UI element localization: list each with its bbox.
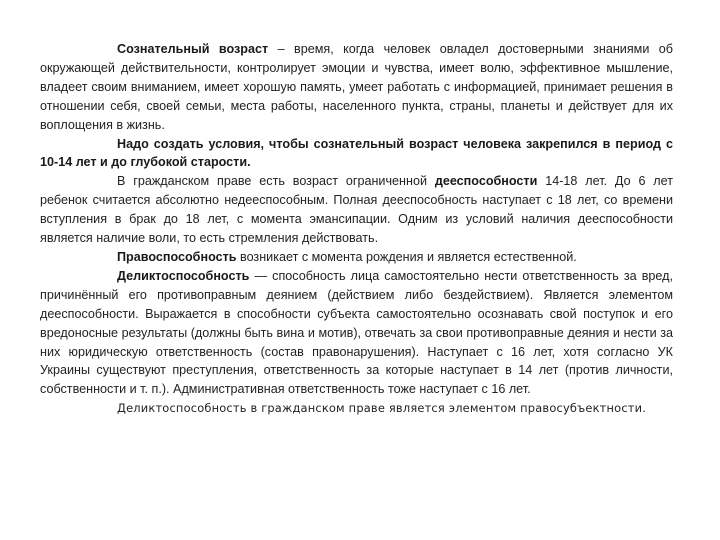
- term-legal-capacity: дееспособности: [434, 174, 538, 189]
- conditions-text: Надо создать условия, чтобы сознательный возраст человека закрепился в период с 10-14 лет и до глубокой старости.: [40, 136, 673, 170]
- paragraph-legal-ability: [40, 248, 673, 267]
- term-legal-ability: Правоспособность: [117, 249, 237, 264]
- term-conscious-age: Сознательный возраст: [117, 42, 269, 56]
- paragraph-delict-capacity: [40, 267, 673, 399]
- paragraph-text: – время, когда человек овладел достоверными знаниями об окружающей действительности, контролирует эмоции и чувства, имеет волю, эффективное мышление, владеет своим вниманием, имеет хорошую память, умеет работать с информацией, принимает решения в отношении себя, своей семьи, места работы, населенного пункта, страны, планеты и действует для их воплощения в жизнь.: [40, 42, 673, 132]
- paragraph-text: возникает с момента рождения и является естественной.: [236, 249, 577, 264]
- paragraph-conditions: [40, 135, 673, 173]
- paragraph-delict-civil: [40, 399, 673, 418]
- paragraph-conscious-age: [40, 40, 673, 135]
- term-delict-capacity: Деликтоспособность: [117, 268, 250, 283]
- paragraph-text: Деликтоспособность в гражданском праве является элементом правосубъектности.: [117, 401, 647, 416]
- document-page: [40, 40, 673, 418]
- paragraph-text: — способность лица самостоятельно нести ответственность за вред, причинённый его противоправным деянием (действием либо бездействием). Является элементом дееспособности. Выражается в способности субъекта самостоятельно осознавать свой поступок и его вредоносные результаты (должны быть вина и мотив), отвечать за свои противоправные деяния и нести за них юридическую ответственность (состав правонарушения). Наступает с 16 лет, хотя согласно УК Украины существуют преступления, ответственность за которые наступает в 14 лет (против личности, собственности и т. п.). Административная ответственность тоже наступает с 16 лет.: [40, 268, 673, 397]
- paragraph-legal-capacity: [40, 172, 673, 248]
- paragraph-text: В гражданском праве есть возраст ограниченной: [117, 174, 435, 189]
- paragraph-text: 14-18 лет. До 6 лет ребенок считается абсолютно недееспособным. Полная дееспособность наступает с 18 лет, со времени вступления в брак до 18 лет, с момента эмансипации. Одним из условий наличия дееспособности является наличие воли, то есть стремления действовать.: [40, 174, 674, 246]
